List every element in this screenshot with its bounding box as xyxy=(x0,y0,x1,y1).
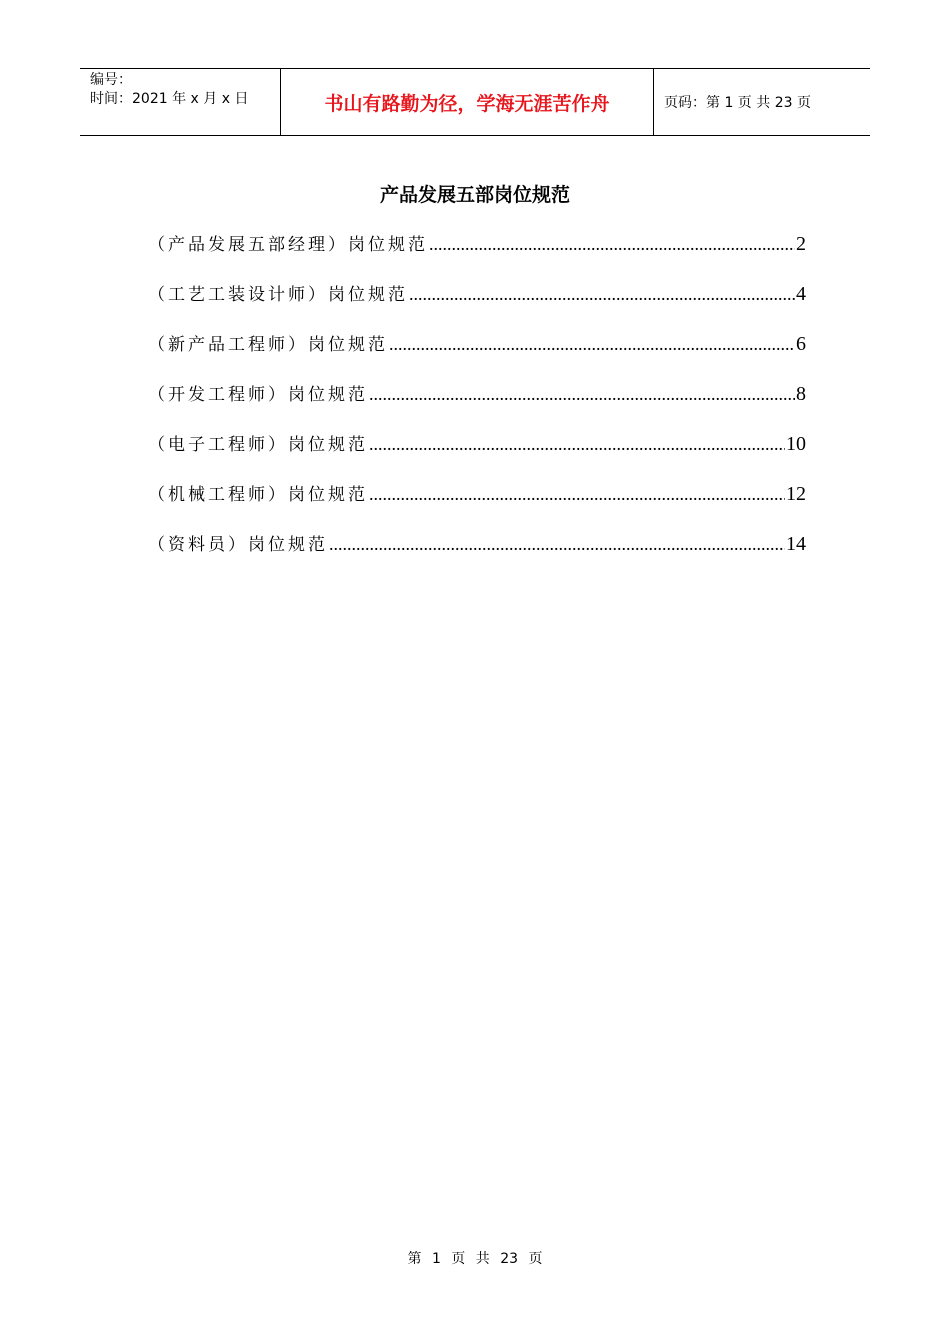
toc-entry[interactable] xyxy=(148,330,806,380)
toc-entry-label: （资料员）岗位规范 xyxy=(148,535,328,555)
toc-dot-leader xyxy=(329,534,785,555)
toc-entry-label: （机械工程师）岗位规范 xyxy=(148,485,368,505)
page-header xyxy=(80,68,870,136)
toc-entry-label: （新产品工程师）岗位规范 xyxy=(148,335,388,355)
toc-entry-page: 6 xyxy=(796,333,806,355)
toc-entry-page: 8 xyxy=(796,383,806,405)
toc-dot-leader xyxy=(409,284,795,305)
toc-entry-page: 4 xyxy=(796,283,806,305)
toc-entry[interactable] xyxy=(148,480,806,530)
toc-entry[interactable] xyxy=(148,280,806,330)
toc-entry-label: （电子工程师）岗位规范 xyxy=(148,435,368,455)
table-of-contents xyxy=(148,230,806,580)
toc-entry-label: （产品发展五部经理）岗位规范 xyxy=(148,235,428,255)
header-meta xyxy=(80,69,281,135)
document-number-label: 编号： xyxy=(90,72,132,88)
toc-entry[interactable] xyxy=(148,530,806,580)
toc-entry-label: （工艺工装设计师）岗位规范 xyxy=(148,285,408,305)
header-motto: 书山有路勤为径，学海无涯苦作舟 xyxy=(281,69,654,135)
toc-dot-leader xyxy=(389,334,795,355)
toc-entry-page: 12 xyxy=(786,483,806,505)
toc-entry-page: 10 xyxy=(786,433,806,455)
toc-entry-label: （开发工程师）岗位规范 xyxy=(148,385,368,405)
toc-entry[interactable] xyxy=(148,380,806,430)
document-time-label: 时间：2021 年 x 月 x 日 xyxy=(90,91,249,107)
toc-dot-leader xyxy=(369,484,785,505)
toc-dot-leader xyxy=(369,434,785,455)
document-title: 产品发展五部岗位规范 xyxy=(379,184,570,206)
toc-entry[interactable] xyxy=(148,430,806,480)
header-page-info: 页码：第 1 页 共 23 页 xyxy=(664,95,811,111)
toc-entry-page: 14 xyxy=(786,533,806,555)
toc-entry[interactable] xyxy=(148,230,806,280)
page-footer: 第 1 页 共 23 页 xyxy=(407,1251,543,1267)
toc-dot-leader xyxy=(369,384,795,405)
toc-entry-page: 2 xyxy=(796,233,806,255)
toc-dot-leader xyxy=(429,234,795,255)
